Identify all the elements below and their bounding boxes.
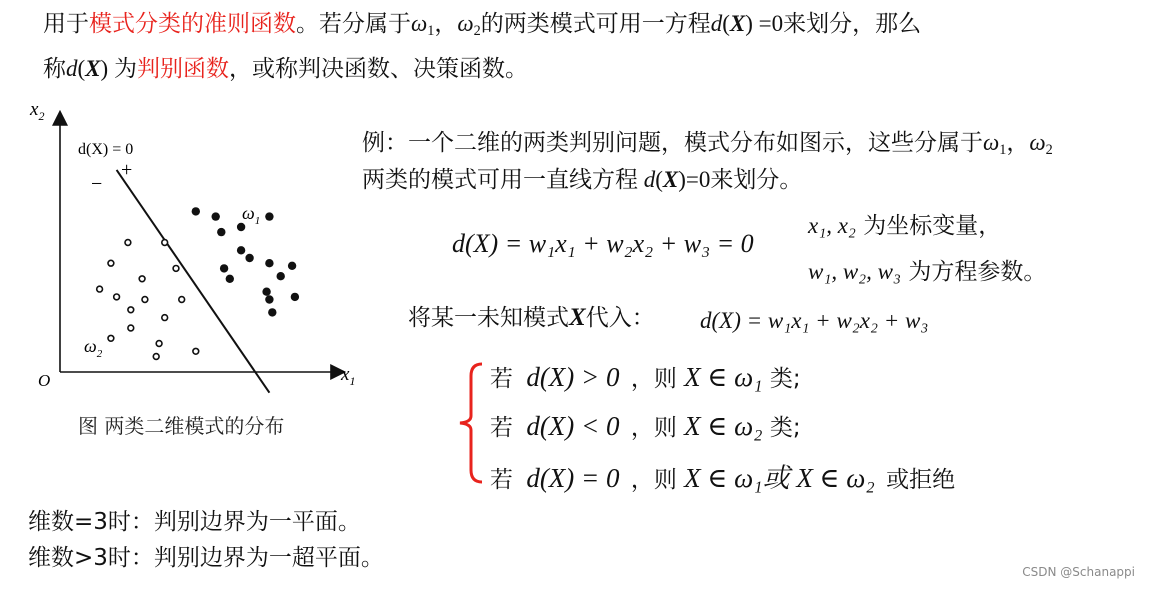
omega1-point [268,308,276,316]
example-line-2 [362,166,802,194]
example-text: 两类的模式可用一直线方程 [362,167,638,193]
case-row-2 [490,409,801,442]
omega2-point [128,325,134,331]
case-conclusion: X ∈ ω₁或 X ∈ ω₂ [684,463,875,493]
omega1-point [217,228,225,236]
note-text: 为方程参数。 [908,259,1047,285]
omega2-point [114,294,120,300]
example-text: 例：一个二维的两类判别问题，模式分布如图示，这些分属于 [362,130,983,156]
plus-sign: + [121,159,133,181]
case-tail: 类; [769,366,801,392]
intro-text: 。若分属于 [296,11,411,37]
omega2-point [108,335,114,341]
boundary-label: d(X) = 0 [78,141,134,158]
example-text: 来划分。 [710,167,803,193]
math-coord-vars: x₁, x₂ [808,213,856,238]
equation-note-2 [808,258,1046,286]
math-dx-eq-zero: d(X)=0 [643,167,711,192]
math-dx-eq-zero: d(X) =0 [710,11,784,36]
math-omega-pair: $\omega_1$，$\omega_2$ [411,11,481,39]
figure-caption: 图 两类二维模式的分布 [78,414,285,438]
omega2-point [108,260,114,266]
minus-sign: − [91,173,103,195]
watermark: CSDN @Schanappi [1022,565,1135,579]
omega1-point [291,293,299,301]
omega2-point [156,341,162,347]
intro-text: 来划分，那么 [783,11,922,37]
omega1-point [245,254,253,262]
omega2-point [142,297,148,303]
omega1-point [237,246,245,254]
case-if: 若 [490,415,513,441]
math-params: w₁, w₂, w₃ [808,259,902,284]
omega2-point [162,315,168,321]
intro-text: 为 [113,56,137,82]
omega2-point [162,240,168,246]
omega1-point [265,212,273,220]
intro-line-2 [43,55,528,83]
highlight-discriminant-function: 判别函数 [136,56,229,82]
substitute-expression: d(X) = w₁x₁ + w₂x₂ + w₃ [700,308,929,333]
case-condition: d(X) < 0 [526,411,620,441]
example-line-1 [362,129,1053,157]
omega2-point [179,297,185,303]
math-dx: d(X) [66,56,114,81]
case-condition: d(X) > 0 [526,362,620,392]
omega2-point [97,286,103,292]
omega1-point [265,295,273,303]
omega1-point [262,288,270,296]
omega2-point [139,276,145,282]
y-axis-label: $x_2$ [30,99,45,123]
scatter-figure [28,95,358,400]
omega1-label: $\omega_1$ [242,203,261,227]
footer-line-2: 维数>3时：判别边界为一超平面。 [28,545,384,571]
case-conclusion: X ∈ ω₁ [684,362,763,392]
case-condition: d(X) = 0 [526,463,620,493]
substitute-text: 将某一未知模式 [408,305,569,331]
omega1-point [212,212,220,220]
points-layer [97,207,299,359]
highlight-criterion-function: 模式分类的准则函数 [89,11,296,37]
omega1-point [237,223,245,231]
omega2-point [125,240,131,246]
case-if: 若 [490,366,513,392]
case-row-3 [490,456,955,495]
omega1-point [277,272,285,280]
intro-text: ，或称判决函数、决策函数。 [228,56,528,82]
origin-label: O [38,371,51,390]
intro-text: 用于 [43,11,89,37]
omega1-point [192,207,200,215]
omega2-point [193,348,199,354]
math-X: X [569,304,586,331]
omega2-point [173,266,179,272]
omega1-point [288,262,296,270]
x-axis-label: $x_1$ [341,364,356,388]
math-omega-pair: $\omega_1$，$\omega_2$ [983,130,1053,158]
substitute-line [408,304,655,332]
intro-text: 的两类模式可用一方程 [480,11,711,37]
footer-line-1: 维数=3时：判别边界为一平面。 [28,509,361,535]
omega2-point [153,354,159,360]
omega1-point [265,259,273,267]
intro-text: 称 [43,56,66,82]
case-then: ，则 [630,467,677,493]
omega1-point [220,264,228,272]
intro-line-1 [43,10,921,38]
omega2-label: $\omega_2$ [84,336,103,360]
case-tail: 类; [769,415,801,441]
case-then: ，则 [630,366,677,392]
main-equation: d(X) = w₁x₁ + w₂x₂ + w₃ = 0 [452,229,754,258]
case-tail: 或拒绝 [886,467,956,493]
case-if: 若 [490,467,513,493]
omega2-point [128,307,134,313]
note-text: 为坐标变量， [863,213,1002,239]
case-row-1 [490,360,801,393]
case-conclusion: X ∈ ω₂ [684,411,763,441]
substitute-text: 代入： [585,305,655,331]
red-brace [458,360,486,486]
equation-note-1 [808,212,1001,240]
case-then: ，则 [630,415,677,441]
omega1-point [226,275,234,283]
